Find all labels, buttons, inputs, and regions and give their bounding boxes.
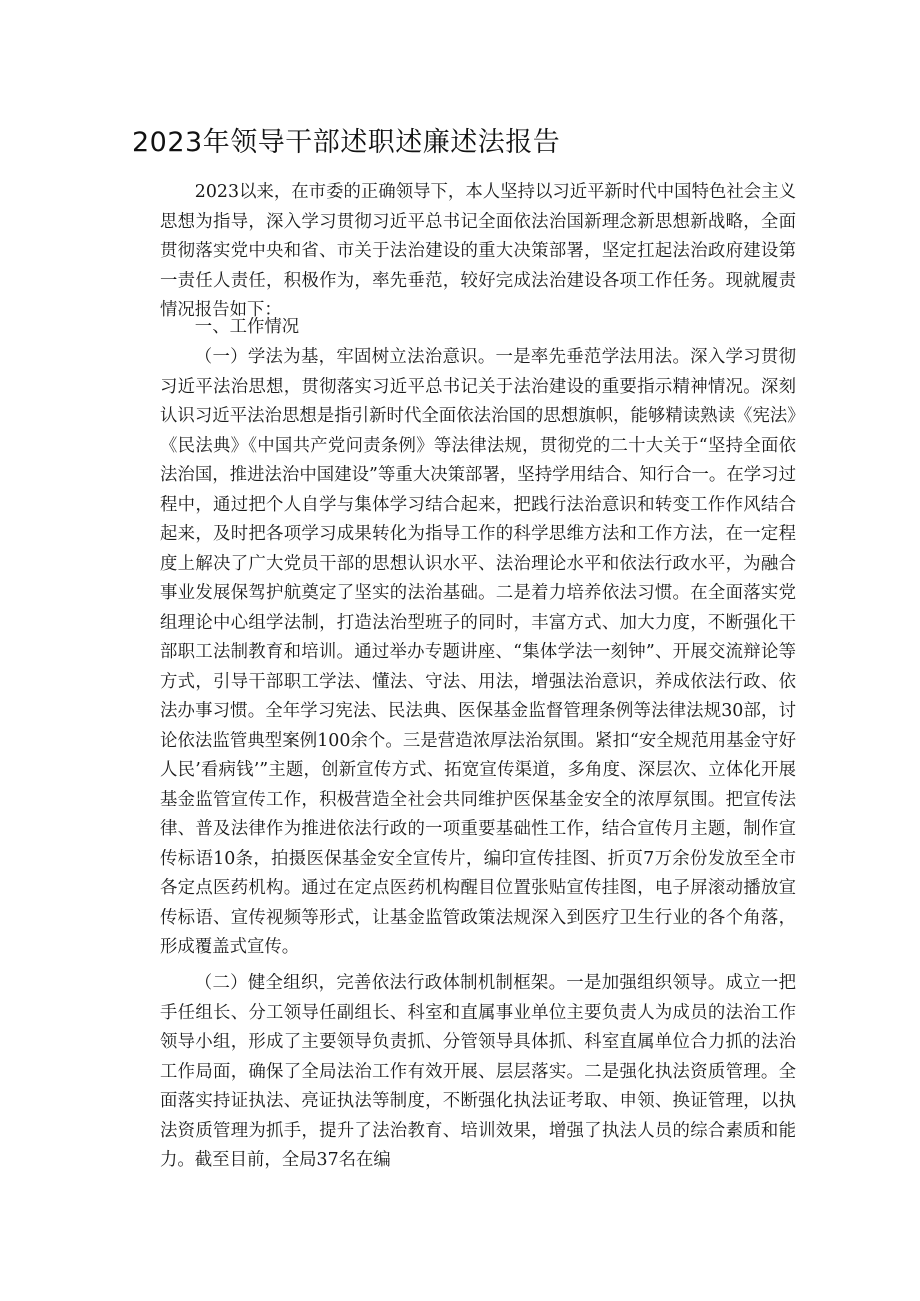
intro-paragraph: 2023以来，在市委的正确领导下，本人坚持以习近平新时代中国特色社会主义思想为指导，深入学习贯彻习近平总书记全面依法治国新理念新思想新战略，全面贯彻落实党中央和省、市关于法治建设的重大决策部署，坚定扛起法治政府建设第一责任人责任，积极作为，率先垂范，较好完成法治建设各项工作任务。现就履责情况报告如下： (160, 182, 796, 320)
document-title: 2023年领导干部述职述廉述法报告 (132, 127, 561, 158)
paragraph-part-one: （一）学法为基，牢固树立法治意识。一是率先垂范学法用法。深入学习贯彻习近平法治思想，贯彻落实习近平总书记关于法治建设的重要指示精神情况。深刻认识习近平法治思想是指引新时代全面依法治国的思想旗帜，能够精读熟读《宪法》《民法典》《中国共产党问责条例》等法律法规，贯彻党的二十大关于“坚持全面依法治国，推进法治中国建设”等重大决策部署，坚持学用结合、知行合一。在学习过程中，通过把个人自学与集体学习结合起来，把践行法治意识和转变工作作风结合起来，及时把各项学习成果转化为指导工作的科学思维方法和工作方法，在一定程度上解决了广大党员干部的思想认识水平、法治理论水平和依法行政水平，为融合事业发展保驾护航奠定了坚实的法治基础。二是着力培养依法习惯。在全面落实党组理论中心组学法制，打造法治型班子的同时，丰富方式、加大力度，不断强化干部职工法制教育和培训。通过举办专题讲座、“集体学法一刻钟”、开展交流辩论等方式，引导干部职工学法、懂法、守法、用法，增强法治意识，养成依法行政、依法办事习惯。全年学习宪法、民法典、医保基金监督管理条例等法律法规30部，讨论依法监管典型案例100余个。三是营造浓厚法治氛围。紧扣“安全规范用基金守好人民’看病钱’”主题，创新宣传方式、拓宽宣传渠道，多角度、深层次、立体化开展基金监管宣传工作，积极营造全社会共同维护医保基金安全的浓厚氛围。把宣传法律、普及法律作为推进依法行政的一项重要基础性工作，结合宣传月主题，制作宣传标语10条，拍摄医保基金安全宣传片，编印宣传挂图、折页7万余份发放至全市各定点医药机构。通过在定点医药机构醒目位置张贴宣传挂图，电子屏滚动播放宣传标语、宣传视频等形式，让基金监管政策法规深入到医疗卫生行业的各个角落，形成覆盖式宣传。 (160, 347, 796, 957)
section-heading-work-status: 一、工作情况 (194, 317, 300, 337)
paragraph-part-two: （二）健全组织，完善依法行政体制机制框架。一是加强组织领导。成立一把手任组长、分工领导任副组长、科室和直属事业单位主要负责人为成员的法治工作领导小组，形成了主要领导负责抓、分管领导具体抓、科室直属单位合力抓的法治工作局面，确保了全局法治工作有效开展、层层落实。二是强化执法资质管理。全面落实持证执法、亮证执法等制度，不断强化执法证考取、申领、换证管理，以执法资质管理为抓手，提升了法治教育、培训效果，增强了执法人员的综合素质和能力。截至目前，全局37名在编 (160, 973, 796, 1170)
